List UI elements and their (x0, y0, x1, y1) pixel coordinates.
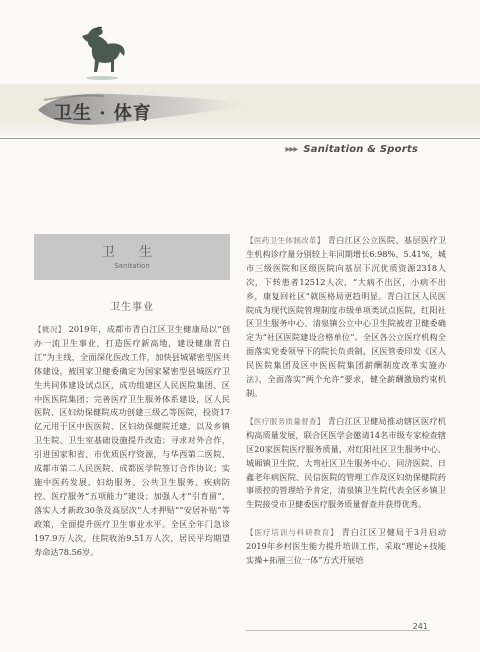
reform-paragraph (246, 234, 446, 401)
unit-title: 卫 生 (101, 245, 163, 260)
right-column (246, 234, 446, 568)
subtitle-text: Sanitation & Sports (303, 144, 418, 155)
training-paragraph (246, 526, 446, 568)
triple-arrow-icon: ▸▸▸ (285, 144, 298, 155)
unit-heading-box (34, 234, 230, 280)
overview-paragraph (34, 323, 230, 559)
unit-title-en: Sanitation (114, 262, 150, 270)
horse-sculpture-image (74, 24, 130, 82)
quality-tag: 【医疗服务质量督查】 (246, 416, 325, 426)
section-subtitle (285, 144, 418, 155)
quality-paragraph (246, 415, 446, 512)
overview-tag: 【概况】 (34, 325, 66, 334)
header-divider (0, 138, 480, 139)
training-tag: 【医疗培训与科研教育】 (246, 528, 339, 538)
reform-tag: 【医药卫生体制改革】 (246, 236, 325, 245)
section-title: 卫生 · 体育 (54, 103, 152, 124)
training-text: 青白江区卫健局于3月启动2019年乡村医生能力提升培训工作，采取“理论+技能实操+拓展三位一体”方式开展培 (246, 527, 446, 566)
overview-text: 2019年，成都市青白江区卫生健康局以“创办一流卫生事业，打造医疗新高地，建设健康青白江”为主线，全面深化医改工作，加快县城紧密型医共体建设，被国家卫健委确定为国家紧密型县城医疗卫生共同体建设试点区，成功组建区人民医院集团、区中医医院集团；完善医疗卫生服务体系建设，区人民医院、区妇幼保健院成功创建三级乙等医院，投资17亿元用于区中医医院、区妇幼保健院迁建，以及乡镇卫生院、卫生室基础设施提升改造；寻求对外合作，引进国家和省、市优质医疗资源，与华西第二医院、成都市第二人民医院、成都医学院签订合作协议；实施中医药发展、妇幼服务、公共卫生服务、疾病防控、医疗服务“五项能力”建设；加强人才“引育留”，落实人才新政30条及高层次“人才押贴”“安居补贴”等政策，全面提升医疗卫生事业水平。全区全年门急诊197.9万人次，住院收治9.51万人次，居民平均期望寿命达78.56岁。 (34, 324, 231, 557)
left-column (34, 234, 230, 559)
page-number: 241 (412, 622, 428, 631)
reform-text: 青白江区公立医院、基层医疗卫生机构诊疗量分别较上年同期增长6.98%、5.41%，城市三级医院和区级医院向基层下沉优质资源2318人次，下转患者12512人次，“大病不出区，小病不出乡，康复回社区”就医格局更趋明显。青白江区人民医院成为现代医院管理制度市级单项类试点医院，红阳社区卫生服务中心、清泉镇公立中心卫生院被省卫健委确定为“社区医院建设合格单位”。全区各公立医疗机构全面落实党委领导下的院长负责制，区医管委印发《区人民医院集团及区中医医院集团薪酬制度改革实施办法》，全面落实“两个允许”要求，健全薪酬激励约束机制。 (246, 235, 446, 398)
sub-heading: 卫生事业 (110, 302, 154, 313)
quality-text: 青白江区卫健局推动辖区医疗机构高质量发展，联合区医学会邀请14名市级专家检查辖区20家医院医疗服务质量，对红阳社区卫生服务中心、城厢镇卫生院、大弯社区卫生服务中心、同济医院、日鑫老年病医院、民信医院的管理工作及区妇幼保健院药事质控的管理给予肯定，清泉镇卫生院代表全区乡镇卫生院接受市卫健委医疗服务质量督查并获得优秀。 (246, 415, 446, 510)
page-number-rule (246, 630, 430, 631)
